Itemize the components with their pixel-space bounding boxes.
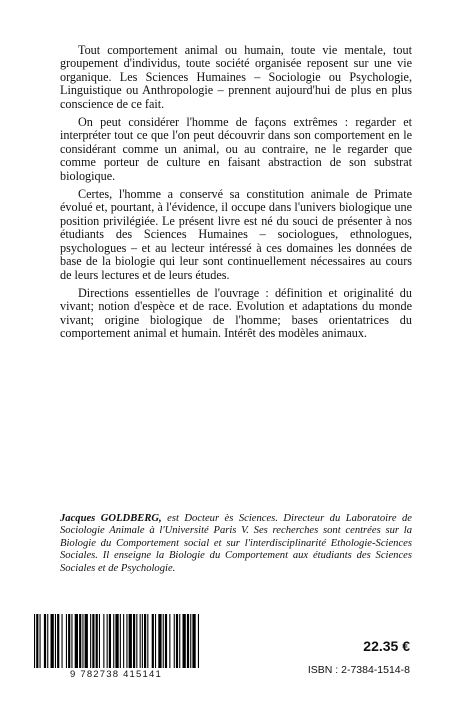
author-bio	[60, 513, 412, 575]
barcode-bar	[103, 614, 104, 668]
barcode-bar	[68, 614, 70, 668]
barcode-bar	[133, 614, 135, 668]
blurb-paragraph-4: Directions essentielles de l'ouvrage : définition et originalité du vivant; notion d'espèce et de race. Evolution et adaptations du monde vivant; origine biologique de l'homme; bases orientatrices du comportement animal et humain. Intérêt des modèles animaux.	[60, 285, 412, 341]
barcode-bar	[115, 614, 118, 668]
barcode-bar	[140, 614, 141, 668]
barcode-bar	[144, 614, 146, 668]
barcode-bar	[51, 614, 54, 668]
price: 22.35 €	[363, 638, 410, 654]
barcode-bar	[47, 614, 48, 668]
blurb-paragraph-1: Tout comportement animal ou humain, toute vie mentale, tout groupement d'individus, toute société organisée reposent sur une vie organique. Les Sciences Humaines – Sociologie ou Psychologie, Linguistique ou Anthropologie – prennent aujourd'hui de plus en plus conscience de ce fait.	[60, 43, 412, 111]
barcode-bar	[129, 614, 132, 668]
barcode-bar	[66, 614, 67, 668]
barcode-bar	[169, 614, 170, 668]
barcode-bar	[126, 614, 127, 668]
barcode-bar	[99, 614, 100, 668]
barcode-bar	[79, 614, 81, 668]
barcode-bar	[62, 614, 63, 668]
barcode-bar	[123, 614, 124, 668]
barcode-block	[32, 614, 200, 680]
barcode-bar	[198, 614, 199, 668]
barcode-bar	[192, 614, 195, 668]
blurb-paragraph-2: On peut considérer l'homme de façons extrêmes : regarder et interpréter tout ce que l'on peut découvrir dans son comportement en le considérant comme un animal, ou au contraire, ne le regarder que comme porteur de culture en faisant abstraction de son substrat biologique.	[60, 115, 412, 183]
barcode-bar	[90, 614, 91, 668]
barcode-bar	[152, 614, 154, 668]
barcode-bar	[57, 614, 59, 668]
barcode-bar	[190, 614, 191, 668]
barcode-bar	[109, 614, 111, 668]
barcode-bar	[120, 614, 121, 668]
barcode-bar	[85, 614, 88, 668]
barcode-bar	[55, 614, 56, 668]
barcode-bar	[155, 614, 156, 668]
barcode-bar	[71, 614, 72, 668]
blurb-paragraph-3: Certes, l'homme a conservé sa constitution animale de Primate évolué et, pourtant, à l'évidence, il occupe dans l'univers biologique une position privilégiée. Le présent livre est né du souci de présenter à nos étudiants des Sciences Humaines – sociologues, ethnologues, psychologues – et au lecteur intéressé à ces domaines les données de base de la biologie qui leur sont continuellement nécessaires au cours de leurs lectures et de leurs études.	[60, 187, 412, 282]
barcode	[32, 614, 200, 668]
barcode-bar	[107, 614, 108, 668]
barcode-bar	[163, 614, 164, 668]
isbn: ISBN : 2-7384-1514-8	[307, 664, 410, 676]
barcode-bar	[34, 614, 35, 668]
barcode-bar	[96, 614, 98, 668]
barcode-bar	[82, 614, 83, 668]
barcode-bar	[179, 614, 180, 668]
barcode-bar	[183, 614, 186, 668]
barcode-bar	[174, 614, 175, 668]
barcode-bar	[158, 614, 161, 668]
barcode-bar	[142, 614, 143, 668]
author-name: Jacques GOLDBERG,	[60, 513, 162, 524]
barcode-bar	[165, 614, 167, 668]
barcode-bar	[44, 614, 46, 668]
barcode-bar	[176, 614, 178, 668]
barcode-bar	[113, 614, 114, 668]
author-bio-text: est Docteur ès Sciences. Directeur du Laboratoire de Sociologie Animale à l'Université Paris V. Ses recherches sont centrées sur la Biologie du Comportement social et sur l'interdisciplinarité Ethologie-Sciences Sociales. Il enseigne la Biologie du Comportement aux étudiants des Sciences Sociales et de Psychologie.	[60, 513, 412, 574]
barcode-bar	[75, 614, 78, 668]
barcode-bar	[92, 614, 94, 668]
barcode-bar	[147, 614, 148, 668]
barcode-bar	[36, 614, 38, 668]
barcode-bar	[136, 614, 137, 668]
barcode-bar	[187, 614, 189, 668]
blurb-text	[60, 44, 412, 346]
barcode-digits: 9 782738 415141	[70, 669, 162, 680]
barcode-bar	[40, 614, 41, 668]
